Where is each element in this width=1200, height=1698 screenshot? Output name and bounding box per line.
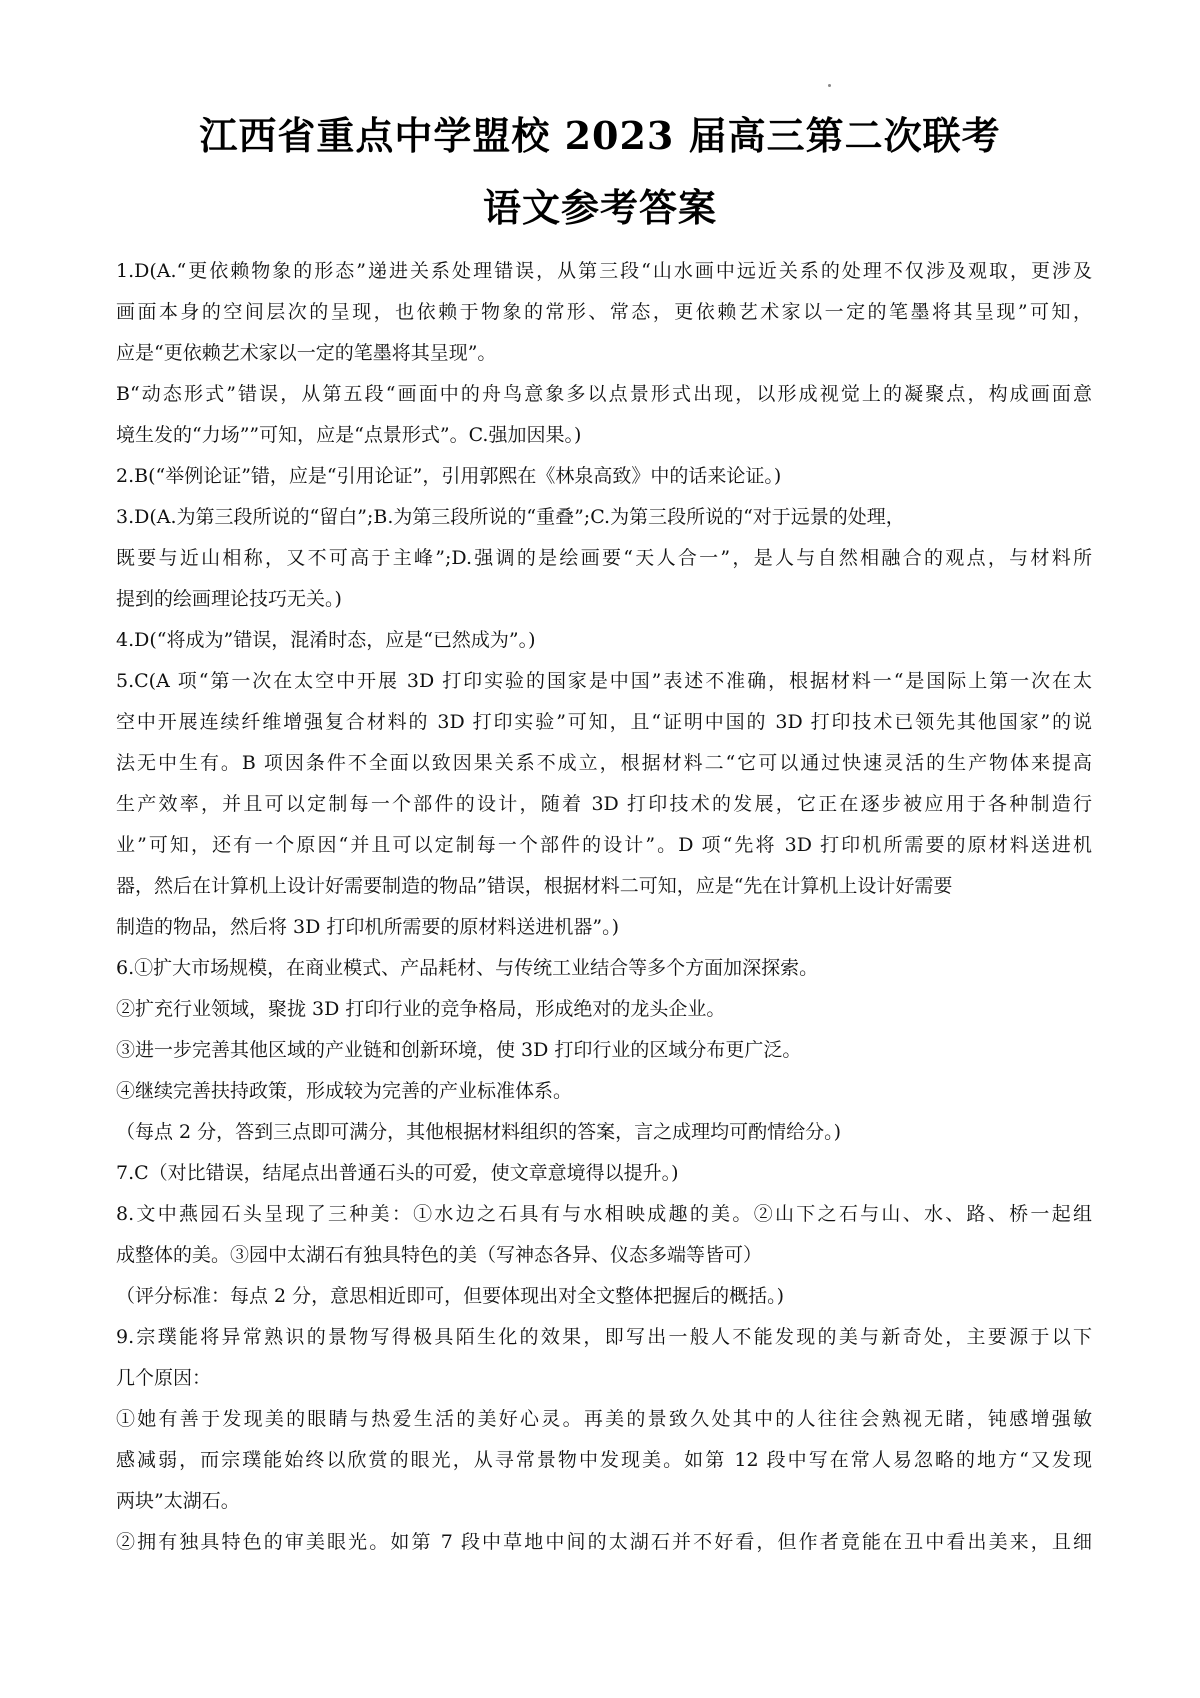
answer-line: 7.C（对比错误，结尾点出普通石头的可爱，使文章意境得以提升。) <box>116 1162 679 1184</box>
answer-line: （评分标准：每点 2 分，意思相近即可，但要体现出对全文整体把握后的概括。) <box>116 1285 785 1307</box>
answer-line: 5.C(A 项“第一次在太空中开展 3D 打印实验的国家是中国”表述不准确，根据材料一“是国际上第一次在太 <box>116 670 1092 692</box>
answer-line: 器，然后在计算机上设计好需要制造的物品”错误，根据材料二可知，应是“先在计算机上设计好需要 <box>116 875 953 897</box>
answer-line: 制造的物品，然后将 3D 打印机所需要的原材料送进机器”。) <box>116 916 620 938</box>
answer-line: （每点 2 分，答到三点即可满分，其他根据材料组织的答案，言之成理均可酌情给分。) <box>116 1121 842 1143</box>
answer-line: 画面本身的空间层次的呈现，也依赖于物象的常形、常态，更依赖艺术家以一定的笔墨将其呈现”可知， <box>116 301 1092 323</box>
answer-line: 9.宗璞能将异常熟识的景物写得极具陌生化的效果，即写出一般人不能发现的美与新奇处，主要源于以下 <box>116 1326 1092 1348</box>
document-subtitle: 语文参考答案 <box>482 185 717 230</box>
answer-line: 空中开展连续纤维增强复合材料的 3D 打印实验”可知，且“证明中国的 3D 打印技术已领先其他国家”的说 <box>116 711 1092 733</box>
answer-line: ②扩充行业领域，聚拢 3D 打印行业的竞争格局，形成绝对的龙头企业。 <box>116 998 726 1020</box>
answer-line: 提到的绘画理论技巧无关。) <box>116 588 342 610</box>
answer-line: 两块”太湖石。 <box>116 1490 240 1512</box>
answer-line: 8.文中燕园石头呈现了三种美：①水边之石具有与水相映成趣的美。②山下之石与山、水、路、桥一起组 <box>116 1203 1092 1225</box>
answer-line: 境生发的“力场””可知，应是“点景形式”。C.强加因果。) <box>116 424 582 446</box>
answer-line: 法无中生有。B 项因条件不全面以致因果关系不成立，根据材料二“它可以通过快速灵活的生产物体来提高 <box>116 752 1092 774</box>
answer-line: B“动态形式”错误，从第五段“画面中的舟鸟意象多以点景形式出现，以形成视觉上的凝聚点，构成画面意 <box>116 383 1092 405</box>
answer-line: ④继续完善扶持政策，形成较为完善的产业标准体系。 <box>116 1080 573 1102</box>
answer-line: 1.D(A.“更依赖物象的形态”递进关系处理错误，从第三段“山水画中远近关系的处理不仅涉及观取，更涉及 <box>116 260 1092 282</box>
answer-line: 感减弱，而宗璞能始终以欣赏的眼光，从寻常景物中发现美。如第 12 段中写在常人易忽略的地方“又发现 <box>116 1449 1092 1471</box>
answer-line: 4.D(“将成为”错误，混淆时态，应是“已然成为”。) <box>116 629 536 651</box>
answer-body <box>116 251 1092 1563</box>
answer-line: ③进一步完善其他区域的产业链和创新环境，使 3D 打印行业的区域分布更广泛。 <box>116 1039 802 1061</box>
answer-line: 业”可知，还有一个原因“并且可以定制每一个部件的设计”。D 项“先将 3D 打印机所需要的原材料送进机 <box>116 834 1092 856</box>
document-title: 江西省重点中学盟校 2023 届高三第二次联考 <box>199 113 1001 158</box>
answer-line: 几个原因： <box>116 1367 212 1389</box>
answer-line: 3.D(A.为第三段所说的“留白”;B.为第三段所说的“重叠”;C.为第三段所说的“对于远景的处理， <box>116 506 905 528</box>
scan-speck <box>828 84 831 87</box>
answer-line: 应是“更依赖艺术家以一定的笔墨将其呈现”。 <box>116 342 497 364</box>
answer-line: ①她有善于发现美的眼睛与热爱生活的美好心灵。再美的景致久处其中的人往往会熟视无睹，钝感增强敏 <box>116 1408 1092 1430</box>
answer-line: 既要与近山相称，又不可高于主峰”;D.强调的是绘画要“天人合一”，是人与自然相融合的观点，与材料所 <box>116 547 1092 569</box>
answer-line: 生产效率，并且可以定制每一个部件的设计，随着 3D 打印技术的发展，它正在逐步被应用于各种制造行 <box>116 793 1092 815</box>
answer-line: 6.①扩大市场规模，在商业模式、产品耗材、与传统工业结合等多个方面加深探索。 <box>116 957 819 979</box>
answer-line: 2.B(“举例论证”错，应是“引用论证”，引用郭熙在《林泉高致》中的话来论证。) <box>116 465 782 487</box>
answer-line: 成整体的美。③园中太湖石有独具特色的美（写神态各异、仪态多端等皆可） <box>116 1244 763 1266</box>
answer-line: ②拥有独具特色的审美眼光。如第 7 段中草地中间的太湖石并不好看，但作者竟能在丑中看出美来，且细 <box>116 1531 1092 1553</box>
